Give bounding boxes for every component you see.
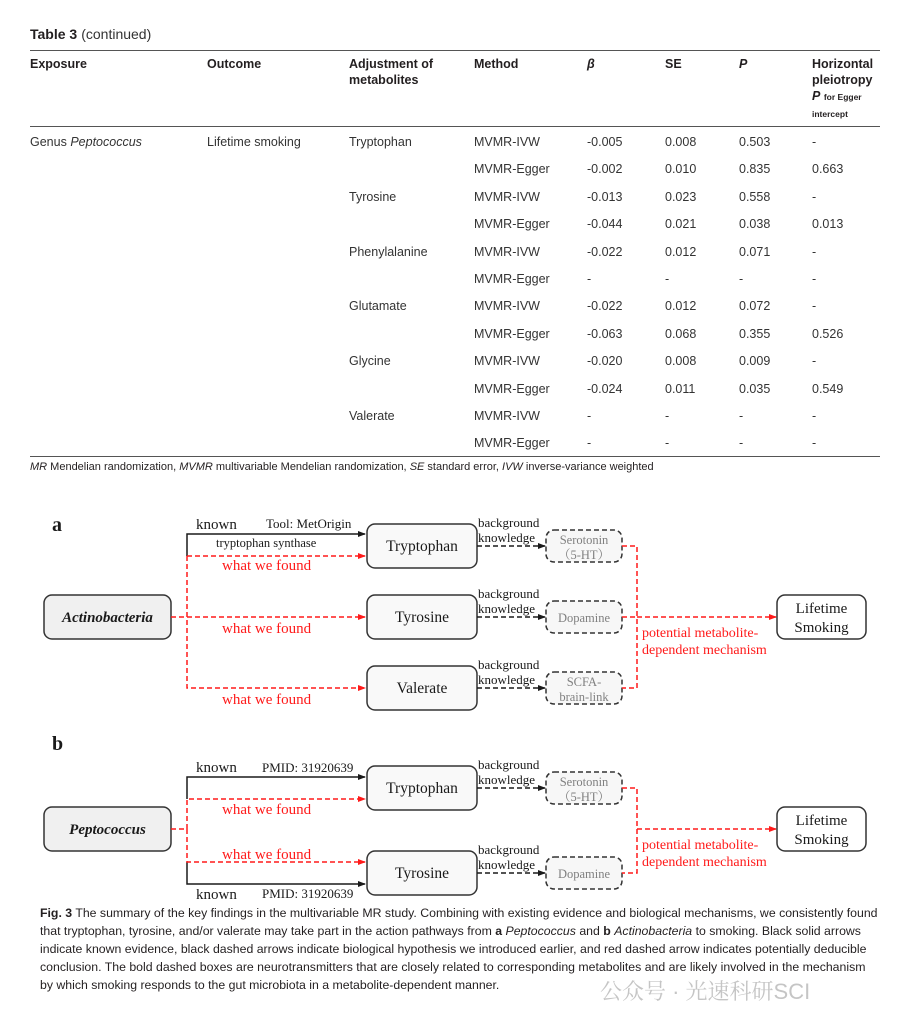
background-label: knowledge bbox=[478, 672, 536, 687]
header-exposure: Exposure bbox=[30, 57, 87, 71]
known-arrow bbox=[187, 862, 365, 884]
cell-p: 0.009 bbox=[739, 354, 771, 369]
cell-pleio: 0.526 bbox=[812, 326, 844, 341]
footnote-text: standard error, bbox=[424, 461, 503, 473]
neurotransmitter-label: （5-HT） bbox=[557, 790, 611, 804]
outcome-label: Smoking bbox=[794, 620, 849, 636]
cell-method: MVMR-IVW bbox=[474, 244, 540, 259]
cell-beta: -0.002 bbox=[587, 162, 623, 177]
cell-pleio: 0.549 bbox=[812, 381, 844, 396]
panel-label: b bbox=[52, 733, 64, 755]
header-outcome: Outcome bbox=[207, 57, 262, 71]
cell-method: MVMR-Egger bbox=[474, 217, 550, 232]
cell-p: 0.072 bbox=[739, 299, 771, 314]
enzyme-label: tryptophan synthase bbox=[216, 536, 317, 550]
known-label: known bbox=[196, 760, 237, 776]
cell-p: - bbox=[739, 272, 744, 286]
watermark: 公众号 · 光速科研SCI bbox=[600, 979, 811, 1004]
cell-method: MVMR-Egger bbox=[474, 326, 550, 341]
cell-p: 0.835 bbox=[739, 162, 771, 177]
neurotransmitter-label: brain-link bbox=[559, 690, 609, 704]
metabolite-label: Tryptophan bbox=[386, 538, 458, 555]
cell-metabolite: Tyrosine bbox=[349, 189, 397, 204]
cell-se: 0.008 bbox=[665, 135, 697, 149]
cell-method: MVMR-IVW bbox=[474, 354, 540, 369]
figure-caption: Fig. 3 The summary of the key findings in the multivariable MR study. Combining with existing evidence and biological mechanisms, we consistently found that tryptophan, tyrosine, and/or valerate may take part in the action pathways from a Peptococcus and b Actinobacteria to smoking. Black solid arrows indicate known evidence, black dashed arrows indicate biological hypothesis we introduced earlier, and red dashed arrow indicates potentially deducible conclusion. The bold dashed boxes are neurotransmitters that are closely related to corresponding metabolites and are likely involved in the mechanism by which smoking responds to the gut microbiota in a metabolite-dependent manner. bbox=[40, 906, 878, 992]
cell-pleio: 0.013 bbox=[812, 217, 844, 232]
cell-beta: -0.013 bbox=[587, 189, 623, 204]
outcome-label: Lifetime bbox=[795, 601, 848, 617]
cell-beta: - bbox=[587, 409, 592, 423]
mechanism-label: dependent mechanism bbox=[642, 643, 767, 658]
footnote-text: Mendelian randomization, bbox=[47, 461, 180, 473]
cell-beta: -0.020 bbox=[587, 354, 623, 369]
header-adjustment: Adjustment of metabolites bbox=[349, 57, 434, 87]
cell-se: - bbox=[665, 272, 670, 286]
cell-pleio: - bbox=[812, 436, 817, 451]
footnote-abbr: SE bbox=[409, 461, 425, 473]
cell-pleio: - bbox=[812, 409, 817, 423]
footnote-text: inverse-variance weighted bbox=[522, 461, 654, 473]
tool-label: Tool: MetOrigin bbox=[266, 516, 352, 531]
cell-se: 0.011 bbox=[665, 381, 696, 396]
cell-se: 0.008 bbox=[665, 354, 697, 369]
header-p: P bbox=[739, 57, 748, 71]
source-label: Peptococcus bbox=[69, 822, 146, 838]
cell-p: 0.558 bbox=[739, 189, 771, 204]
pmid-label: PMID: 31920639 bbox=[262, 760, 354, 775]
cell-p: 0.355 bbox=[739, 326, 771, 341]
neurotransmitter-label: Serotonin bbox=[559, 533, 609, 547]
known-label: known bbox=[196, 517, 237, 533]
cell-pleio: - bbox=[812, 244, 817, 259]
known-label: known bbox=[196, 887, 237, 900]
neurotransmitter-label: Dopamine bbox=[557, 611, 611, 625]
cell-metabolite: Valerate bbox=[349, 409, 395, 423]
cell-p: - bbox=[739, 436, 744, 451]
neurotransmitter-label: Serotonin bbox=[559, 775, 609, 789]
cell-beta: - bbox=[587, 272, 592, 286]
outcome-label: Lifetime bbox=[795, 813, 848, 829]
cell-se: 0.068 bbox=[665, 326, 697, 341]
metabolite-label: Tyrosine bbox=[394, 609, 450, 626]
cell-method: MVMR-Egger bbox=[474, 162, 550, 177]
background-label: knowledge bbox=[478, 530, 536, 545]
found-label: what we found bbox=[222, 558, 312, 574]
cell-method: MVMR-Egger bbox=[474, 381, 550, 396]
cell-se: - bbox=[665, 409, 670, 423]
header-method: Method bbox=[474, 57, 519, 71]
cell-beta: - bbox=[587, 436, 592, 451]
cell-p: 0.038 bbox=[739, 217, 771, 232]
cell-metabolite: Phenylalanine bbox=[349, 244, 428, 259]
background-label: background bbox=[478, 515, 540, 530]
cell-p: 0.035 bbox=[739, 381, 771, 396]
cell-beta: -0.063 bbox=[587, 326, 623, 341]
cell-se: - bbox=[665, 436, 670, 451]
mechanism-label: potential metabolite- bbox=[642, 626, 759, 641]
footnote-text: multivariable Mendelian randomization, bbox=[212, 461, 410, 473]
neurotransmitter-label: Dopamine bbox=[557, 867, 611, 881]
cell-beta: -0.044 bbox=[587, 217, 623, 232]
cell-metabolite: Glutamate bbox=[349, 299, 407, 314]
source-label: Actinobacteria bbox=[62, 610, 153, 626]
metabolite-label: Valerate bbox=[396, 680, 448, 697]
table-title: Table 3 (continued) bbox=[30, 26, 152, 42]
found-label: what we found bbox=[222, 692, 312, 708]
outcome-label: Smoking bbox=[794, 832, 849, 848]
cell-se: 0.010 bbox=[665, 162, 697, 177]
known-arrow bbox=[187, 777, 365, 799]
cell-method: MVMR-Egger bbox=[474, 272, 550, 286]
background-label: background bbox=[478, 757, 540, 772]
found-label: what we found bbox=[222, 847, 312, 863]
cell-p: 0.071 bbox=[739, 244, 771, 259]
found-label: what we found bbox=[222, 621, 312, 637]
footnote-abbr: IVW bbox=[502, 461, 523, 473]
metabolite-label: Tryptophan bbox=[386, 780, 458, 797]
cell-pleio: - bbox=[812, 354, 817, 369]
cell-outcome: Lifetime smoking bbox=[207, 135, 301, 149]
cell-beta: -0.022 bbox=[587, 299, 623, 314]
cell-beta: -0.005 bbox=[587, 135, 623, 149]
cell-method: MVMR-IVW bbox=[474, 135, 540, 149]
cell-beta: -0.022 bbox=[587, 244, 623, 259]
background-label: knowledge bbox=[478, 772, 536, 787]
cell-pleio: - bbox=[812, 135, 817, 149]
cell-pleio: - bbox=[812, 272, 817, 286]
cell-method: MVMR-IVW bbox=[474, 189, 540, 204]
mechanism-label: dependent mechanism bbox=[642, 855, 767, 870]
cell-se: 0.012 bbox=[665, 299, 697, 314]
cell-method: MVMR-Egger bbox=[474, 436, 550, 451]
mechanism-collector bbox=[622, 788, 637, 873]
neurotransmitter-label: SCFA- bbox=[566, 675, 602, 689]
background-label: background bbox=[478, 657, 540, 672]
header-se: SE bbox=[665, 57, 682, 71]
cell-se: 0.012 bbox=[665, 244, 697, 259]
cell-method: MVMR-IVW bbox=[474, 299, 540, 314]
panel-label: a bbox=[52, 514, 62, 536]
neurotransmitter-label: （5-HT） bbox=[557, 548, 611, 562]
background-label: background bbox=[478, 586, 540, 601]
metabolite-label: Tyrosine bbox=[394, 865, 450, 882]
background-label: background bbox=[478, 842, 540, 857]
header-pleiotropy: Horizontal pleiotropy P for Egger intercept bbox=[812, 57, 874, 119]
cell-p: - bbox=[739, 409, 744, 423]
pmid-label: PMID: 31920639 bbox=[262, 886, 354, 900]
footnote-abbr: MVMR bbox=[179, 461, 213, 473]
cell-metabolite: Glycine bbox=[349, 354, 391, 369]
cell-se: 0.023 bbox=[665, 189, 697, 204]
cell-beta: -0.024 bbox=[587, 381, 623, 396]
background-label: knowledge bbox=[478, 857, 536, 872]
cell-method: MVMR-IVW bbox=[474, 409, 540, 423]
cell-se: 0.021 bbox=[665, 217, 697, 232]
cell-pleio: 0.663 bbox=[812, 162, 844, 177]
footnote-abbr: MR bbox=[30, 461, 48, 473]
background-label: knowledge bbox=[478, 601, 536, 616]
cell-exposure: Genus Peptococcus bbox=[30, 135, 142, 149]
found-label: what we found bbox=[222, 802, 312, 818]
header-beta: β bbox=[587, 57, 595, 71]
cell-pleio: - bbox=[812, 299, 817, 314]
cell-metabolite: Tryptophan bbox=[349, 135, 412, 149]
mechanism-label: potential metabolite- bbox=[642, 838, 759, 853]
cell-p: 0.503 bbox=[739, 135, 771, 149]
cell-pleio: - bbox=[812, 189, 817, 204]
